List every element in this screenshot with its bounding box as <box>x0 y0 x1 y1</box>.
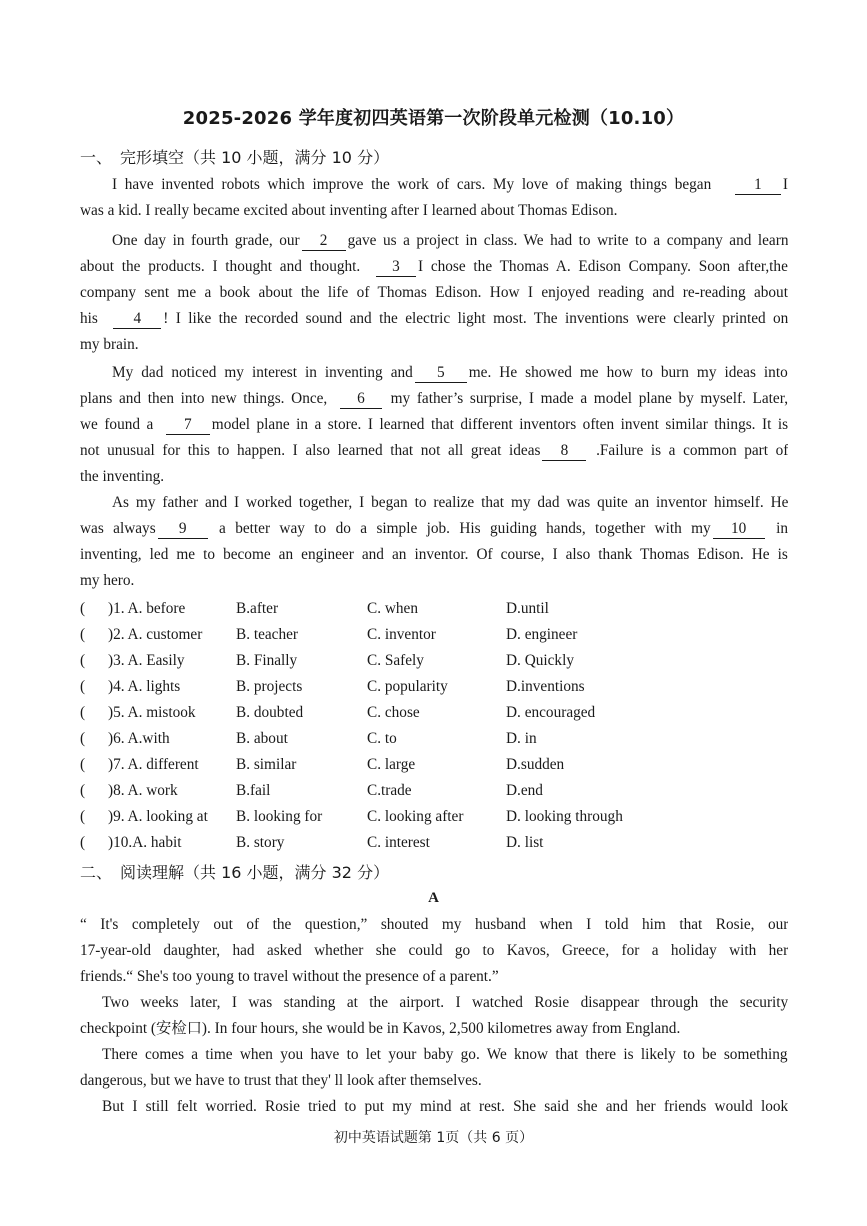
option-d: D. list <box>506 834 544 851</box>
passage-letter: A <box>428 890 439 906</box>
option-c: C. Safely <box>367 652 424 669</box>
text-line: “ It's completely out of the question,” shouted my husband when I told him that Rosie, our <box>80 916 788 933</box>
question-row <box>80 830 788 856</box>
option-d: D. Quickly <box>506 652 574 669</box>
text: his <box>80 310 98 327</box>
text: gave us a project in class. We had to write to a company and learn <box>347 232 788 249</box>
blank-9: 9 <box>158 520 208 539</box>
text-line: the inventing. <box>80 468 165 485</box>
question-option-a: )10.A. habit <box>108 834 182 851</box>
section-2-heading <box>80 860 389 883</box>
page-footer: 初中英语试题第 1页（共 6 页） <box>333 1130 534 1146</box>
option-d: D. encouraged <box>506 704 596 721</box>
text-line: inventing, led me to become an engineer and an inventor. Of course, I also thank Thomas Edison. He is <box>80 546 788 563</box>
question-option-a: )9. A. looking at <box>108 808 208 825</box>
blank-5: 5 <box>415 364 467 383</box>
text-line: checkpoint (安检口). In four hours, she would be in Kavos, 2,500 kilometres away from England. <box>80 1020 681 1037</box>
text-line: Two weeks later, I was standing at the airport. I watched Rosie disappear through the security <box>102 994 788 1011</box>
cloze-options <box>80 596 788 856</box>
option-c: C. chose <box>367 704 420 721</box>
blank-1: 1 <box>735 176 781 195</box>
option-b: B. doubted <box>236 704 304 721</box>
question-row <box>80 752 788 778</box>
section-title: 完形填空（共 10 小题，满分 10 分） <box>120 148 390 167</box>
section-title: 阅读理解（共 16 小题，满分 32 分） <box>120 863 390 882</box>
option-b: B.after <box>236 600 279 617</box>
option-c: C. interest <box>367 834 430 851</box>
option-d: D. engineer <box>506 626 578 643</box>
blank-8: 8 <box>542 442 586 461</box>
cloze-paragraph-3 <box>80 360 788 490</box>
text: As my father and I worked together, I began to realize that my dad was quite an inventor himself. He <box>112 494 788 511</box>
option-c: C. when <box>367 600 418 617</box>
section-number: 二、 <box>80 863 113 882</box>
section-1-heading <box>80 145 389 168</box>
question-row <box>80 804 788 830</box>
question-option-a: )8. A. work <box>108 782 178 799</box>
text: me. He showed me how to burn my ideas into <box>468 364 788 381</box>
answer-paren: ( <box>80 808 86 825</box>
blank-6: 6 <box>340 390 382 409</box>
option-c: C. popularity <box>367 678 448 695</box>
text: about the products. I thought and thought. <box>80 258 361 275</box>
question-row <box>80 648 788 674</box>
option-b: B. about <box>236 730 288 747</box>
blank-3: 3 <box>376 258 416 277</box>
answer-paren: ( <box>80 730 86 747</box>
text: ! I like the recorded sound and the electric light most. The inventions were clearly printed on <box>163 310 788 327</box>
question-option-a: )7. A. different <box>108 756 199 773</box>
text-line: was a kid. I really became excited about inventing after I learned about Thomas Edison. <box>80 202 618 219</box>
text: plans and then into new things. Once, <box>80 390 328 407</box>
blank-7: 7 <box>166 416 210 435</box>
text: .Failure is a common part of <box>596 442 788 459</box>
blank-2: 2 <box>302 232 346 251</box>
option-d: D.end <box>506 782 543 799</box>
exam-title: 2025-2026 学年度初四英语第一次阶段单元检测（10.10） <box>182 108 685 129</box>
text-line: But I still felt worried. Rosie tried to put my mind at rest. She said she and her friends would look <box>102 1098 788 1115</box>
option-b: B. similar <box>236 756 297 773</box>
text: a better way to do a simple job. His guiding hands, together with my <box>219 520 711 537</box>
option-d: D.sudden <box>506 756 565 773</box>
section-number: 一、 <box>80 148 113 167</box>
reading-passage-a <box>80 912 788 1120</box>
option-b: B. Finally <box>236 652 298 669</box>
text-line: dangerous, but we have to trust that they' ll look after themselves. <box>80 1072 482 1089</box>
text: I <box>782 176 788 193</box>
option-c: C. looking after <box>367 808 464 825</box>
answer-paren: ( <box>80 626 86 643</box>
answer-paren: ( <box>80 756 86 773</box>
cloze-paragraph-4 <box>80 490 788 594</box>
text: in <box>776 520 788 537</box>
text-line: 17-year-old daughter, had asked whether she could go to Kavos, Greece, for a holiday with her <box>80 942 788 959</box>
option-c: C.trade <box>367 782 412 799</box>
text: we found a <box>80 416 154 433</box>
text: was always <box>80 520 156 537</box>
option-d: D. in <box>506 730 537 747</box>
blank-10: 10 <box>713 520 765 539</box>
text: not unusual for this to happen. I also learned that not all great ideas <box>80 442 541 459</box>
answer-paren: ( <box>80 652 86 669</box>
text: My dad noticed my interest in inventing and <box>112 364 413 381</box>
text-line: There comes a time when you have to let your baby go. We know that there is likely to be something <box>102 1046 788 1063</box>
answer-paren: ( <box>80 782 86 799</box>
text: I have invented robots which improve the work of cars. My love of making things began <box>112 176 712 193</box>
question-option-a: )6. A.with <box>108 730 170 747</box>
text-line: my brain. <box>80 336 139 353</box>
cloze-paragraph-1 <box>80 172 788 224</box>
option-b: B. teacher <box>236 626 299 643</box>
answer-paren: ( <box>80 600 86 617</box>
cloze-paragraph-2 <box>80 228 788 358</box>
text: my father’s surprise, I made a model plane by myself. Later, <box>390 390 788 407</box>
question-option-a: )2. A. customer <box>108 626 203 643</box>
question-row <box>80 622 788 648</box>
question-option-a: )3. A. Easily <box>108 652 185 669</box>
text: model plane in a store. I learned that different inventors often invent similar things. It is <box>211 416 788 433</box>
text: I chose the Thomas A. Edison Company. Soon after,the <box>417 258 788 275</box>
blank-4: 4 <box>113 310 161 329</box>
text: One day in fourth grade, our <box>112 232 300 249</box>
option-d: D.inventions <box>506 678 585 695</box>
question-row <box>80 726 788 752</box>
question-option-a: )1. A. before <box>108 600 186 617</box>
question-row <box>80 596 788 622</box>
option-b: B. projects <box>236 678 303 695</box>
option-d: D.until <box>506 600 549 617</box>
option-c: C. inventor <box>367 626 436 643</box>
option-d: D. looking through <box>506 808 623 825</box>
option-c: C. to <box>367 730 397 747</box>
answer-paren: ( <box>80 704 86 721</box>
question-row <box>80 778 788 804</box>
text-line: company sent me a book about the life of Thomas Edison. How I enjoyed reading and re-reading about <box>80 284 788 301</box>
option-b: B.fail <box>236 782 271 799</box>
answer-paren: ( <box>80 678 86 695</box>
question-option-a: )5. A. mistook <box>108 704 196 721</box>
question-row <box>80 674 788 700</box>
answer-paren: ( <box>80 834 86 851</box>
option-b: B. story <box>236 834 285 851</box>
text-line: friends.“ She's too young to travel without the presence of a parent.” <box>80 968 499 985</box>
question-row <box>80 700 788 726</box>
text-line: my hero. <box>80 572 135 589</box>
option-b: B. looking for <box>236 808 323 825</box>
question-option-a: )4. A. lights <box>108 678 181 695</box>
option-c: C. large <box>367 756 416 773</box>
